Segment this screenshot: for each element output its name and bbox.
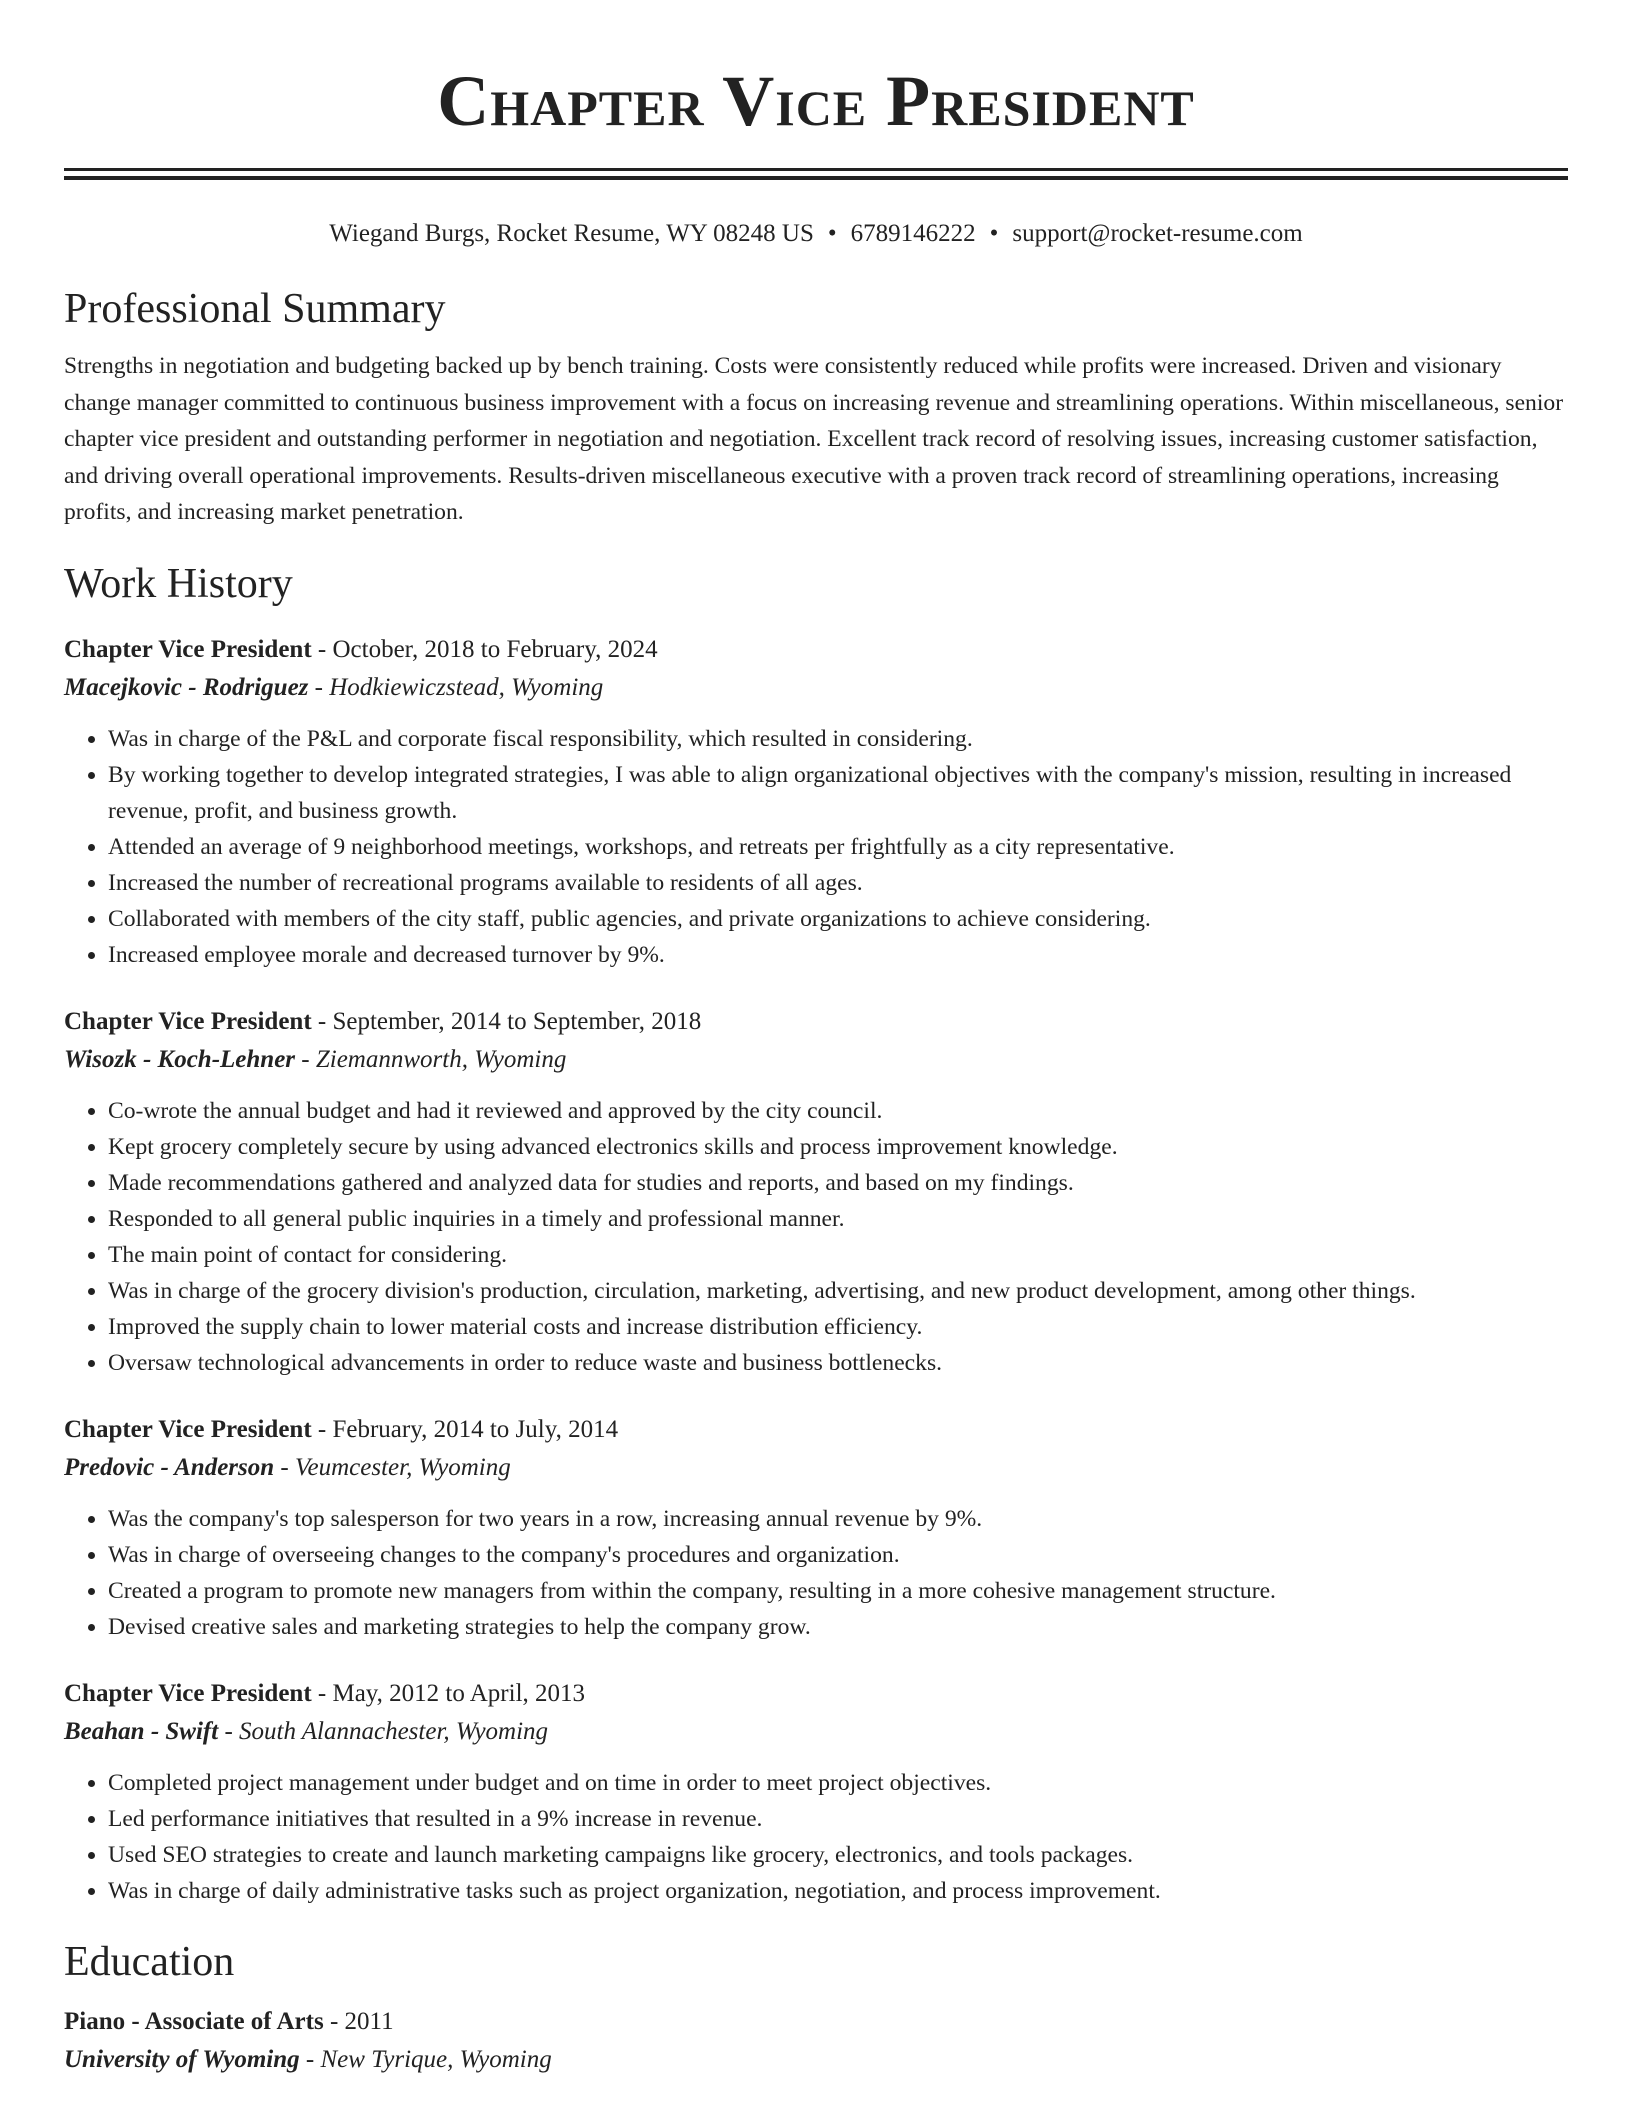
job-bullets [64, 1093, 1568, 1381]
job-bullet: • Was in charge of overseeing changes to the company's procedures and organization. [108, 1537, 1568, 1573]
job-entry [64, 1675, 1568, 1909]
contact-address: Wiegand Burgs, Rocket Resume, WY 08248 US [329, 220, 814, 247]
education-entry [64, 2003, 1568, 2079]
summary-heading: Professional Summary [64, 286, 446, 332]
page-title: Chapter Vice President [437, 61, 1195, 141]
company-location: - Ziemannworth, Wyoming [295, 1045, 567, 1073]
education-heading: Education [64, 1938, 235, 1985]
job-bullet: • Collaborated with members of the city staff, public agencies, and private organizations to achieve considering. [108, 901, 1568, 937]
job-bullet: • Responded to all general public inquiries in a timely and professional manner. [108, 1201, 1568, 1237]
job-title: Chapter Vice President [64, 1679, 312, 1707]
job-title-line [64, 1411, 1568, 1449]
company-location: - Hodkiewiczstead, Wyoming [308, 673, 604, 701]
job-bullet: • Was the company's top salesperson for two years in a row, increasing annual revenue by 9%. [108, 1501, 1568, 1537]
job-bullet: • Increased the number of recreational programs available to residents of all ages. [108, 865, 1568, 901]
job-title: Chapter Vice President [64, 635, 312, 663]
degree-name: Piano - Associate of Arts [64, 2007, 324, 2035]
contact-separator: • [827, 220, 837, 247]
company-name: Macejkovic - Rodriguez [64, 673, 309, 701]
company-line [64, 1041, 1568, 1079]
contact-email: support@rocket-resume.com [1012, 220, 1303, 247]
job-dates: - September, 2014 to September, 2018 [311, 1007, 702, 1035]
job-bullet: • Co-wrote the annual budget and had it reviewed and approved by the city council. [108, 1093, 1568, 1129]
school-line [64, 2041, 1568, 2079]
job-title-line [64, 631, 1568, 669]
job-bullet: • The main point of contact for considering. [108, 1237, 1568, 1273]
degree-year: - 2011 [323, 2007, 394, 2035]
job-dates: - October, 2018 to February, 2024 [311, 635, 658, 663]
job-title: Chapter Vice President [64, 1007, 312, 1035]
job-bullet: • Was in charge of the P&L and corporate fiscal responsibility, which resulted in considering. [108, 721, 1568, 757]
company-line [64, 669, 1568, 707]
job-entry [64, 1411, 1568, 1645]
job-title-line [64, 1675, 1568, 1713]
contact-phone: 6789146222 [850, 220, 976, 247]
job-bullet: • Oversaw technological advancements in order to reduce waste and business bottlenecks. [108, 1345, 1568, 1381]
job-bullet: • Attended an average of 9 neighborhood meetings, workshops, and retreats per frightfully as a city representative. [108, 829, 1568, 865]
title-double-rule [64, 168, 1568, 180]
job-bullets [64, 1501, 1568, 1645]
work-history-heading: Work History [64, 560, 293, 607]
school-name: University of Wyoming [64, 2045, 300, 2073]
job-dates: - May, 2012 to April, 2013 [311, 1679, 586, 1707]
contact-separator: • [989, 220, 999, 247]
job-bullet: • By working together to develop integrated strategies, I was able to align organizational objectives with the company's mission, resulting in increased revenue, profit, and business growth. [108, 757, 1568, 829]
job-title: Chapter Vice President [64, 1415, 312, 1443]
company-name: Predovic - Anderson [64, 1453, 275, 1481]
school-location: - New Tyrique, Wyoming [299, 2045, 552, 2073]
job-bullet: • Kept grocery completely secure by using advanced electronics skills and process improvement knowledge. [108, 1129, 1568, 1165]
job-bullet: • Created a program to promote new managers from within the company, resulting in a more cohesive management structure. [108, 1573, 1568, 1609]
job-bullet: • Made recommendations gathered and analyzed data for studies and reports, and based on my findings. [108, 1165, 1568, 1201]
job-entry [64, 1003, 1568, 1381]
job-dates: - February, 2014 to July, 2014 [311, 1415, 619, 1443]
company-location: - South Alannachester, Wyoming [218, 1717, 549, 1745]
job-bullet: • Increased employee morale and decreased turnover by 9%. [108, 937, 1568, 973]
job-bullet: • Used SEO strategies to create and launch marketing campaigns like grocery, electronics, and tools packages. [108, 1837, 1568, 1873]
company-location: - Veumcester, Wyoming [274, 1453, 511, 1481]
degree-line [64, 2003, 1568, 2041]
job-bullet: • Was in charge of daily administrative tasks such as project organization, negotiation, and process improvement. [108, 1873, 1568, 1909]
job-entry [64, 631, 1568, 973]
company-name: Wisozk - Koch-Lehner [64, 1045, 296, 1073]
job-bullet: • Completed project management under budget and on time in order to meet project objectives. [108, 1765, 1568, 1801]
summary-text: Strengths in negotiation and budgeting backed up by bench training. Costs were consistently reduced while profits were increased. Driven and visionary change manager committed to continuous business improvement with a focus on increasing revenue and streamlining operations. Within miscellaneous, senior chapter vice president and outstanding performer in negotiation and negotiation. Excellent track record of resolving issues, increasing customer satisfaction, and driving overall operational improvements. Results-driven miscellaneous executive with a proven track record of streamlining operations, increasing profits, and increasing market penetration. [64, 353, 1564, 525]
contact-line [64, 218, 1568, 250]
job-bullets [64, 721, 1568, 973]
job-bullet: • Was in charge of the grocery division's production, circulation, marketing, advertising, and new product development, among other things. [108, 1273, 1568, 1309]
job-bullets [64, 1765, 1568, 1909]
job-bullet: • Improved the supply chain to lower material costs and increase distribution efficiency. [108, 1309, 1568, 1345]
resume-page [64, 0, 1568, 2079]
company-name: Beahan - Swift [64, 1717, 219, 1745]
job-bullet: • Led performance initiatives that resulted in a 9% increase in revenue. [108, 1801, 1568, 1837]
job-title-line [64, 1003, 1568, 1041]
job-bullet: • Devised creative sales and marketing strategies to help the company grow. [108, 1609, 1568, 1645]
company-line [64, 1449, 1568, 1487]
company-line [64, 1713, 1568, 1751]
